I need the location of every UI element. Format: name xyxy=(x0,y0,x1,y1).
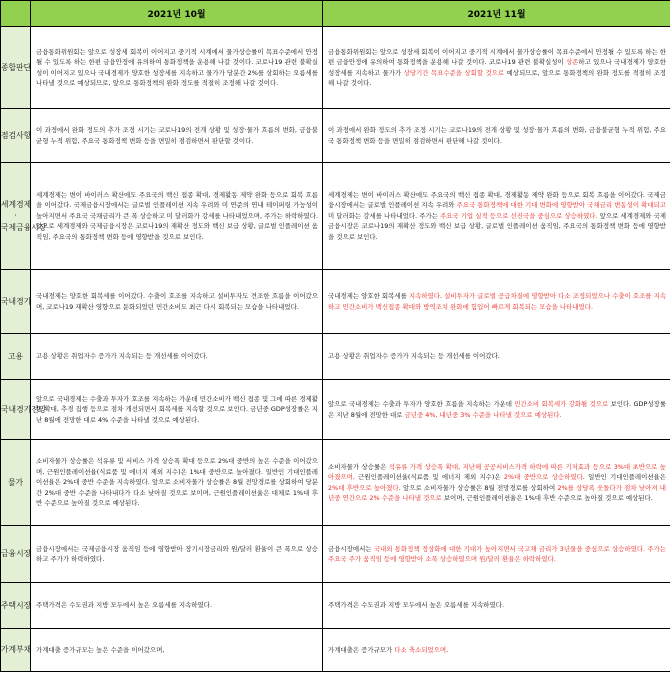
cell-paragraph xyxy=(328,125,666,146)
nov-cell xyxy=(323,270,670,334)
cell-paragraph xyxy=(328,291,666,312)
nov-cell xyxy=(323,629,670,672)
body-text: 주택가격은 수도권과 지방 모두에서 높은 오름세를 지속하였다. xyxy=(36,601,213,610)
nov-cell xyxy=(323,334,670,380)
body-text: 보이며, 근원인플레이션율은 1%대 후반 수준으로 높아질 것으로 예상된다. xyxy=(441,493,653,502)
row-label: 금융시장 xyxy=(1,526,31,583)
table-row xyxy=(1,334,670,380)
header-oct: 2021년 10월 xyxy=(31,1,323,27)
row-label: 가계부채 xyxy=(1,629,31,672)
header-row xyxy=(1,1,670,27)
body-text: 국내경제는 양호한 회복세를 이어갔다. 수출이 호조를 지속하고 설비투자도 견조한 흐름을 이어갔으며, 코로나19 재확산 영향으로 둔화되었던 민간소비도 최근 다시 회복되는 모습을 나타내었다. xyxy=(36,292,318,311)
changed-text: 상존 xyxy=(565,58,579,67)
row-label: 국내경기 xyxy=(1,270,31,334)
body-text: 미 달러화는 강세를 나타내었다. 주가는 xyxy=(328,211,440,220)
table-row xyxy=(1,27,670,109)
oct-cell xyxy=(31,526,323,583)
cell-paragraph xyxy=(36,47,318,89)
table-row xyxy=(1,109,670,163)
body-text: 하고 있으나 국내경제가 양호한 성장세를 지속하고 물가가 xyxy=(328,58,667,77)
body-text: 금융통화위원회는 앞으로 성장세 회복이 이어지고 중기적 시계에서 물가상승률이 목표수준에서 안정될 수 있도록 하는 한편 금융안정에 유의하여 통화정책을 운용해 나갈 것이다. 코로나19 관련 불확실성이 xyxy=(328,47,666,67)
nov-cell xyxy=(323,109,670,163)
cell-paragraph xyxy=(36,291,318,312)
cell-paragraph xyxy=(328,600,666,610)
table-row xyxy=(1,526,670,583)
header-blank-cell xyxy=(1,1,31,27)
row-label: 점검사항 xyxy=(1,109,31,163)
oct-cell xyxy=(31,27,323,109)
body-text: . 앞으로 소비자물가 상승률은 8월 전망경로를 상회하여 xyxy=(398,483,558,492)
oct-cell xyxy=(31,583,323,629)
changed-text: 석유류 가격 상승폭 확대, 지난해 공공서비스가격 하락에 따른 기저효과 등으로 3%대 초반으로 높아졌으며, xyxy=(328,462,666,482)
changed-text: 설비투자가 글로벌 공급차질에 영향받아 다소 조정되었으나 수출이 호조를 지속하고 민간소비가 백신접종 확대와 방역조치 완화에 힘입어 빠르게 회복되는 모습을 나타내었다. xyxy=(328,292,667,311)
body-text: 주택가격은 수도권과 지방 모두에서 높은 오름세를 지속하였다. xyxy=(328,601,505,610)
oct-cell xyxy=(31,440,323,526)
nov-cell xyxy=(323,440,670,526)
row-label: 세계경제·국제금융시장 xyxy=(1,163,31,270)
row-label: 물가 xyxy=(1,440,31,526)
changed-text: 지속하였다 xyxy=(408,292,440,301)
body-text: 세계경제는 변이 바이러스 확산에도 주요국의 백신 접종 확대, 경제활동 제약 완화 등으로 회복 흐름을 이어갔다. 국제금융시장에서는 글로벌 인플레이션 지속 우려와 xyxy=(328,190,666,210)
cell-paragraph xyxy=(36,544,318,565)
body-text: 소비자물가 상승률은 석유류 및 서비스 가격 상승폭 확대 등으로 2%대 중반의 높은 수준을 이어갔으며, 근원인플레이션율(식료품 및 에너지 제외 지수)은 1%대 중반으로 높아졌다. 일반인 기대인플레이션율은 2%대 중반 수준을 지속하였다. 앞으로 소비자물가 상승률은 8월 전망경로를 상회하여 당분간 2%대 중반 수준을 나타내다가 다소 낮아질 것으로 보이며, 근원인플레이션율은 대체로 1%대 후반 수준으로 높아질 것으로 예상된다. xyxy=(36,457,318,508)
body-text: 금융시장에서는 국제금융시장 움직임 등에 영향받아 장기시장금리와 원/달러 환율이 큰 폭으로 상승하고 주가가 하락하였다. xyxy=(36,544,318,563)
cell-paragraph xyxy=(328,190,666,242)
body-text: 앞으로 세계경제와 국제금융시장은 코로나19의 재확산 정도와 백신 보급 상황, 글로벌 인플레이션 움직임, 주요국의 통화정책 변화 등에 영향받을 것으로 보인다. xyxy=(328,211,667,241)
cell-paragraph xyxy=(328,47,666,89)
nov-cell xyxy=(323,27,670,109)
oct-cell xyxy=(31,163,323,270)
table-row xyxy=(1,440,670,526)
cell-paragraph xyxy=(36,351,318,361)
table-row xyxy=(1,583,670,629)
oct-cell xyxy=(31,109,323,163)
cell-paragraph xyxy=(328,544,666,565)
oct-cell xyxy=(31,270,323,334)
body-text: 이 과정에서 완화 정도의 추가 조정 시기는 코로나19의 전개 상황 및 성장·물가 흐름의 변화, 금융불균형 누적 위험, 주요국 통화정책 변화 등을 면밀히 점검하면서 판단해 나갈 것이다. xyxy=(328,126,666,145)
oct-cell xyxy=(31,380,323,440)
row-label: 고용 xyxy=(1,334,31,380)
body-text: 가계대출 증가규모는 높은 수준을 이어갔으며, xyxy=(36,645,165,654)
cell-paragraph xyxy=(36,190,318,242)
body-text: 앞으로 국내경제는 수출과 투자가 양호한 흐름을 지속하는 가운데 xyxy=(328,400,515,409)
nov-cell xyxy=(323,526,670,583)
cell-paragraph xyxy=(36,394,318,425)
body-text: 앞으로 국내경제는 수출과 투자가 호조를 지속하는 가운데 민간소비가 백신 접종 및 그에 따른 경제활동 확대, 추경 집행 등으로 점차 개선되면서 회복세를 지속할 것으로 보인다. 금년중 GDP성장률은 지난 8월에 전망한 대로 4% 수준을 나타낼 것으로 예상된다. xyxy=(36,394,318,424)
body-text: 고용 상황은 취업자수 증가가 지속되는 등 개선세를 이어갔다. xyxy=(36,352,208,361)
body-text: 예상되므로, 앞으로 통화정책의 완화 정도를 적절히 조정해 나갈 것이다. xyxy=(328,68,667,87)
changed-text: 금년중 4%, 내년중 3% 수준을 나타낼 것으로 예상된다. xyxy=(404,410,562,419)
row-label: 국내경기전망 xyxy=(1,380,31,440)
table-row xyxy=(1,270,670,334)
oct-cell xyxy=(31,629,323,672)
changed-text: 2%를 상당폭 웃돌다가 점차 낮아져 내년중 연간으로 2% 수준을 나타낼 것으로 xyxy=(328,483,667,502)
changed-text: 2%대 후반으로 높아졌다 xyxy=(328,483,399,492)
row-label: 주택시장 xyxy=(1,583,31,629)
body-text: 금융통화위원회는 앞으로 성장세 회복이 이어지고 중기적 시계에서 물가상승률이 목표수준에서 안정될 수 있도록 하는 한편 금융안정에 유의하여 통화정책을 운용해 나갈 것이다. 코로나19 관련 불확실성이 이어지고 있으나 국내경제가 양호한 성장세를 지속하고 물가가 당분간 2%를 상회하는 오름세를 나타낼 것으로 예상되므로, 앞으로 통화정책의 완화 정도를 적절히 조정해 나갈 것이다. xyxy=(36,47,318,87)
body-text: . 일반인 기대인플레이션율은 xyxy=(582,473,666,482)
nov-cell xyxy=(323,583,670,629)
row-label: 종합판단 xyxy=(1,27,31,109)
changed-text: 다소 축소되었으며, xyxy=(394,645,449,654)
body-text: 이 과정에서 완화 정도의 추가 조정 시기는 코로나19의 전개 상황 및 성장·물가 흐름의 변화, 금융불균형 누적 위험, 주요국 통화정책 변화 등을 면밀히 점검하면서 판단할 것이다. xyxy=(36,126,318,145)
oct-cell xyxy=(31,334,323,380)
changed-text: 2%대 중반으로 상승하였다 xyxy=(503,473,583,482)
cell-paragraph xyxy=(36,600,318,610)
body-text: 고용 상황은 취업자수 증가가 지속되는 등 개선세를 이어갔다. xyxy=(328,352,500,361)
cell-paragraph xyxy=(36,456,318,508)
nov-cell xyxy=(323,163,670,270)
table-row xyxy=(1,380,670,440)
body-text: 소비자물가 상승률은 xyxy=(328,462,389,471)
cell-paragraph xyxy=(36,125,318,146)
table-row xyxy=(1,629,670,672)
changed-text: 국내외 통화정책 정상화에 대한 기대가 높아지면서 국고채 금리가 3년물을 중심으로 상승하였다. 주가는 주요국 주가 움직임 등에 영향받아 소폭 상승하였으며 원/달러 환율은 하락하였다. xyxy=(328,544,666,563)
cell-paragraph xyxy=(328,351,666,361)
nov-cell xyxy=(323,380,670,440)
changed-text: 주요국 통화정책에 대한 기대 변화에 영향받아 국채금리 변동성이 확대되고 xyxy=(456,201,666,210)
header-nov: 2021년 11월 xyxy=(323,1,670,27)
body-text: 보인다. GDP성장률은 지난 8월에 전망한 대로 xyxy=(328,400,666,419)
body-text: 근원인플레이션율(식료품 및 에너지 제외 지수)은 xyxy=(354,473,504,482)
changed-text: 주요국 기업 실적 등으로 선진국을 중심으로 상승하였다. xyxy=(439,211,598,220)
body-text: 가계대출은 증가규모가 xyxy=(328,645,395,654)
body-text: 금융시장에서는 xyxy=(328,544,374,553)
table-row xyxy=(1,163,670,270)
cell-paragraph xyxy=(36,645,318,655)
cell-paragraph xyxy=(328,462,666,504)
body-text: 국내경제는 양호한 회복세를 xyxy=(328,292,409,301)
changed-text: 민간소비 회복세가 강화될 것으로 xyxy=(514,400,609,409)
body-text: . xyxy=(439,292,445,301)
body-text: 세계경제는 변이 바이러스 확산에도 주요국의 백신 접종 확대, 경제활동 제약 완화 등으로 회복 흐름을 이어갔다. 국제금융시장에서는 글로벌 인플레이션 지속 우려와 미 연준의 연내 테이퍼링 가능성이 높아지면서 주요국 국채금리가 큰 폭 상승하고 미 달러화가 강세를 나타내었으며, 주가는 하락하였다. 앞으로 세계경제와 국제금융시장은 코로나19의 재확산 정도와 백신 보급 상황, 글로벌 인플레이션 움직임, 주요국의 통화정책 변화 등에 영향받을 것으로 보인다. xyxy=(36,190,318,241)
changed-text: 상당기간 목표수준을 상회할 것으로 xyxy=(403,68,505,77)
cell-paragraph xyxy=(328,399,666,420)
cell-paragraph xyxy=(328,645,666,655)
